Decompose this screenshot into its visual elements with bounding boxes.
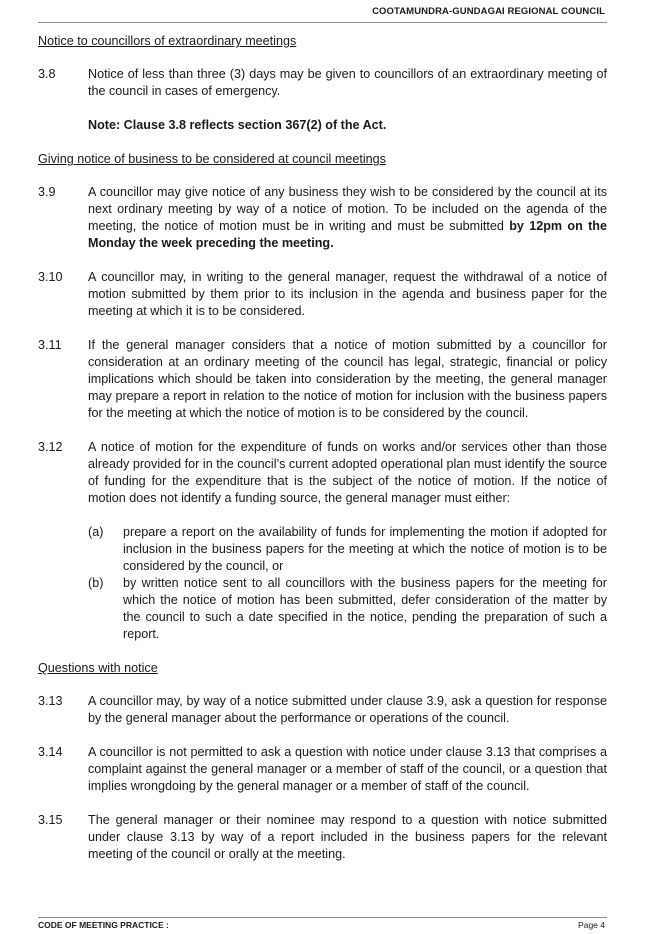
footer-page-number: Page 4 [578,920,605,930]
clause-text: A councillor is not permitted to ask a question with notice under clause 3.13 that comprises a complaint against the general manager or a member of staff of the council, or a question that implies wrongdoing by the general manager or a member of staff of the council. [88,745,607,793]
clause-text-bold: by 12pm on the Monday the week preceding the meeting. [88,219,607,250]
clause-3-8 [38,66,607,100]
clause-number: 3.13 [38,694,63,708]
clause-3-12-subclauses [88,524,607,643]
clause-text [88,184,607,252]
clause-note: Note: Clause 3.8 reflects section 367(2) of the Act. [88,118,387,132]
subclause-letter: (a) [88,525,104,539]
clause-text: Notice of less than three (3) days may be given to councillors of an extraordinary meeting of the council in cases of emergency. [88,67,607,98]
footer-rule [38,917,607,918]
subclause-text: by written notice sent to all councillors with the business papers for the meeting for which the notice of motion has been submitted, defer consideration of the matter by the council to such a date specified in the notice, pending the preparation of such a report. [123,576,607,641]
clause-3-14 [38,744,607,795]
clause-3-10 [38,269,607,320]
clause-number: 3.10 [38,270,63,284]
subclause-b [88,575,607,643]
subclause-letter: (b) [88,576,104,590]
header-rule [38,22,607,23]
clause-number: 3.9 [38,185,56,199]
subclause-text: prepare a report on the availability of funds for implementing the motion if adopted for inclusion in the business papers for the meeting at which the notice of motion is to be considered by the council, or [123,525,607,573]
clause-number: 3.11 [38,338,62,352]
clause-3-11 [38,337,607,422]
header-organization: COOTAMUNDRA-GUNDAGAI REGIONAL COUNCIL [372,6,605,17]
footer-document-title: CODE OF MEETING PRACTICE : [38,920,169,930]
clause-number: 3.8 [38,67,56,81]
clause-number: 3.14 [38,745,63,759]
heading-extraordinary-meetings: Notice to councillors of extraordinary meetings [38,34,297,48]
document-body [38,33,607,880]
clause-3-15 [38,812,607,863]
clause-text: If the general manager considers that a notice of motion submitted by a councillor for consideration at an ordinary meeting of the council has legal, strategic, financial or policy implications which should be taken into consideration by the meeting, the general manager may prepare a report in relation to the notice of motion for inclusion with the business papers for the meeting at which the notice of motion is to be considered by the council. [88,338,607,420]
clause-text: The general manager or their nominee may respond to a question with notice submitted under clause 3.13 by way of a report included in the business papers for the relevant meeting of the council or orally at the meeting. [88,813,607,861]
clause-number: 3.12 [38,440,63,454]
subclause-a [88,524,607,575]
clause-3-13 [38,693,607,727]
clause-3-12 [38,439,607,507]
clause-text-plain: A councillor may give notice of any business they wish to be considered by the council at its next ordinary meeting by way of a notice of motion. To be included on the agenda of the meeting, the notice of motion must be in writing and must be submitted [88,185,607,233]
clause-3-9 [38,184,607,252]
heading-giving-notice: Giving notice of business to be considered at council meetings [38,152,386,166]
clause-text: A councillor may, by way of a notice submitted under clause 3.9, ask a question for response by the general manager about the performance or operations of the council. [88,694,607,725]
heading-questions-with-notice: Questions with notice [38,661,158,675]
clause-text: A notice of motion for the expenditure of funds on works and/or services other than those already provided for in the council’s current adopted operational plan must identify the source of funding for the expenditure that is the subject of the notice of motion. If the notice of motion does not identify a funding source, the general manager must either: [88,440,607,505]
clause-text: A councillor may, in writing to the general manager, request the withdrawal of a notice of motion submitted by them prior to its inclusion in the agenda and business paper for the meeting at which it is to be considered. [88,270,607,318]
clause-number: 3.15 [38,813,63,827]
